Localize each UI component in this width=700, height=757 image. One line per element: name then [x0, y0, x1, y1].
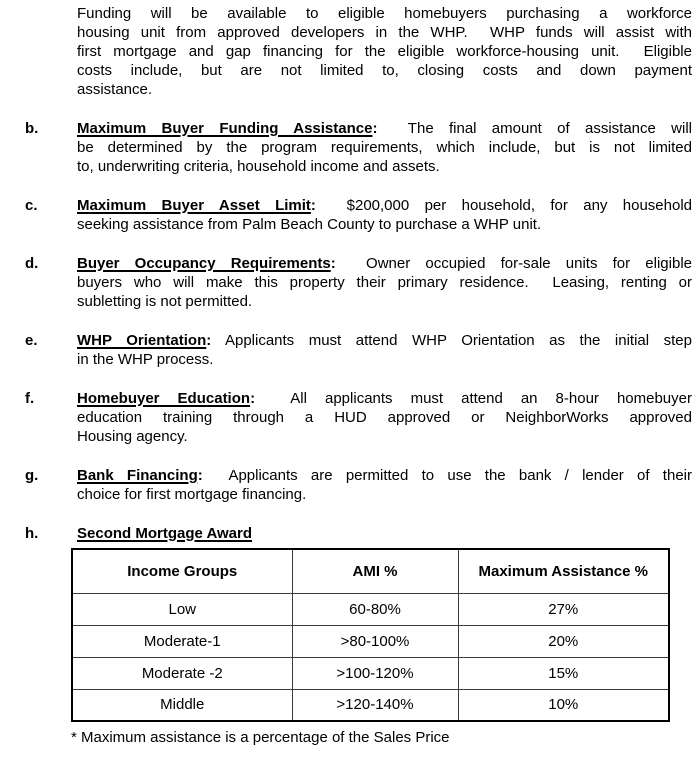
section-content: [77, 254, 692, 311]
section-first-line-text: Applicants are permitted to use the bank / lender of their: [202, 467, 692, 484]
section-letter: g.: [25, 467, 39, 484]
second-mortgage-table-wrap: [71, 548, 700, 722]
section-content: [77, 524, 692, 543]
section-content: [77, 119, 692, 176]
section-heading: Buyer Occupancy Requirements: [77, 255, 331, 272]
section-letter: h.: [25, 525, 39, 542]
section-heading: WHP Orientation: [77, 332, 207, 349]
table-row: [72, 689, 669, 721]
section-h: [25, 524, 700, 543]
section-heading-colon: :: [372, 120, 378, 137]
table-header-cell: Income Groups: [72, 549, 292, 593]
paragraph-line: choice for first mortgage financing.: [77, 486, 307, 503]
section-heading-colon: :: [250, 390, 256, 407]
paragraph-line: Funding will be available to eligible homebuyers purchasing a workforce: [77, 5, 692, 22]
section-content: [77, 331, 692, 369]
section-letter: e.: [25, 332, 38, 349]
section-b: [25, 119, 700, 176]
table-row: [72, 625, 669, 657]
table-cell: >80-100%: [292, 625, 458, 657]
section-f: [25, 389, 700, 446]
paragraph-line: Housing agency.: [77, 428, 188, 445]
section-list: [0, 119, 700, 543]
paragraph-line: costs include, but are not limited to, closing costs and down payment: [77, 62, 692, 79]
paragraph-line: subletting is not permitted.: [77, 293, 253, 310]
table-cell: 20%: [458, 625, 669, 657]
section-heading: Homebuyer Education: [77, 390, 251, 407]
section-first-line: [77, 119, 692, 138]
paragraph-line: buyers who will make this property their primary residence. Leasing, renting or: [77, 274, 692, 291]
section-first-line: [77, 331, 692, 350]
section-first-line-text: $200,000 per household, for any household: [315, 197, 692, 214]
section-heading: Maximum Buyer Asset Limit: [77, 197, 311, 214]
table-cell: Middle: [72, 689, 292, 721]
section-letter: f.: [25, 390, 35, 407]
table-cell: 27%: [458, 593, 669, 625]
table-header-cell: AMI %: [292, 549, 458, 593]
table-header-cell: Maximum Assistance %: [458, 549, 669, 593]
section-heading: Maximum Buyer Funding Assistance: [77, 120, 373, 137]
section-g: [25, 466, 700, 504]
section-first-line: [77, 196, 692, 215]
section-first-line: [77, 466, 692, 485]
section-letter: b.: [25, 120, 39, 137]
table-cell: Moderate-1: [72, 625, 292, 657]
section-letter: c.: [25, 197, 38, 214]
paragraph-line: seeking assistance from Palm Beach County to purchase a WHP unit.: [77, 216, 542, 233]
paragraph-line: in the WHP process.: [77, 351, 214, 368]
section-first-line: [77, 524, 692, 543]
section-heading: Second Mortgage Award: [77, 525, 253, 542]
section-heading-colon: :: [330, 255, 336, 272]
section-c: [25, 196, 700, 234]
table-cell: >120-140%: [292, 689, 458, 721]
section-content: [77, 196, 692, 234]
section-first-line: [77, 389, 692, 408]
section-content: [77, 466, 692, 504]
table-cell: 15%: [458, 657, 669, 689]
section-heading-colon: :: [310, 197, 316, 214]
table-cell: 10%: [458, 689, 669, 721]
section-first-line-text: Applicants must attend WHP Orientation as the initial step: [211, 332, 692, 349]
table-header-row: [72, 549, 669, 593]
table-row: [72, 657, 669, 689]
table-cell: >100-120%: [292, 657, 458, 689]
section-first-line-text: All applicants must attend an 8-hour homebuyer: [255, 390, 692, 407]
table-row: [72, 593, 669, 625]
section-heading-colon: :: [206, 332, 212, 349]
intro-paragraph: [77, 4, 692, 99]
paragraph-line: first mortgage and gap financing for the eligible workforce-housing unit. Eligible: [77, 43, 692, 60]
section-first-line-text: The final amount of assistance will: [377, 120, 692, 137]
table-footnote: * Maximum assistance is a percentage of the Sales Price: [71, 729, 450, 746]
section-d: [25, 254, 700, 311]
paragraph-line: be determined by the program requirements, which include, but is not limited: [77, 139, 692, 156]
section-first-line: [77, 254, 692, 273]
section-heading: Bank Financing: [77, 467, 198, 484]
table-cell: Moderate -2: [72, 657, 292, 689]
section-e: [25, 331, 700, 369]
paragraph-line: housing unit from approved developers in the WHP. WHP funds will assist with: [77, 24, 692, 41]
paragraph-line: to, underwriting criteria, household income and assets.: [77, 158, 440, 175]
section-heading-colon: :: [197, 467, 203, 484]
paragraph-line: assistance.: [77, 81, 153, 98]
section-content: [77, 389, 692, 446]
second-mortgage-award-table: [71, 548, 670, 722]
paragraph-line: education training through a HUD approved or NeighborWorks approved: [77, 409, 692, 426]
section-letter: d.: [25, 255, 39, 272]
table-cell: Low: [72, 593, 292, 625]
section-first-line-text: Owner occupied for-sale units for eligible: [335, 255, 692, 272]
table-cell: 60-80%: [292, 593, 458, 625]
